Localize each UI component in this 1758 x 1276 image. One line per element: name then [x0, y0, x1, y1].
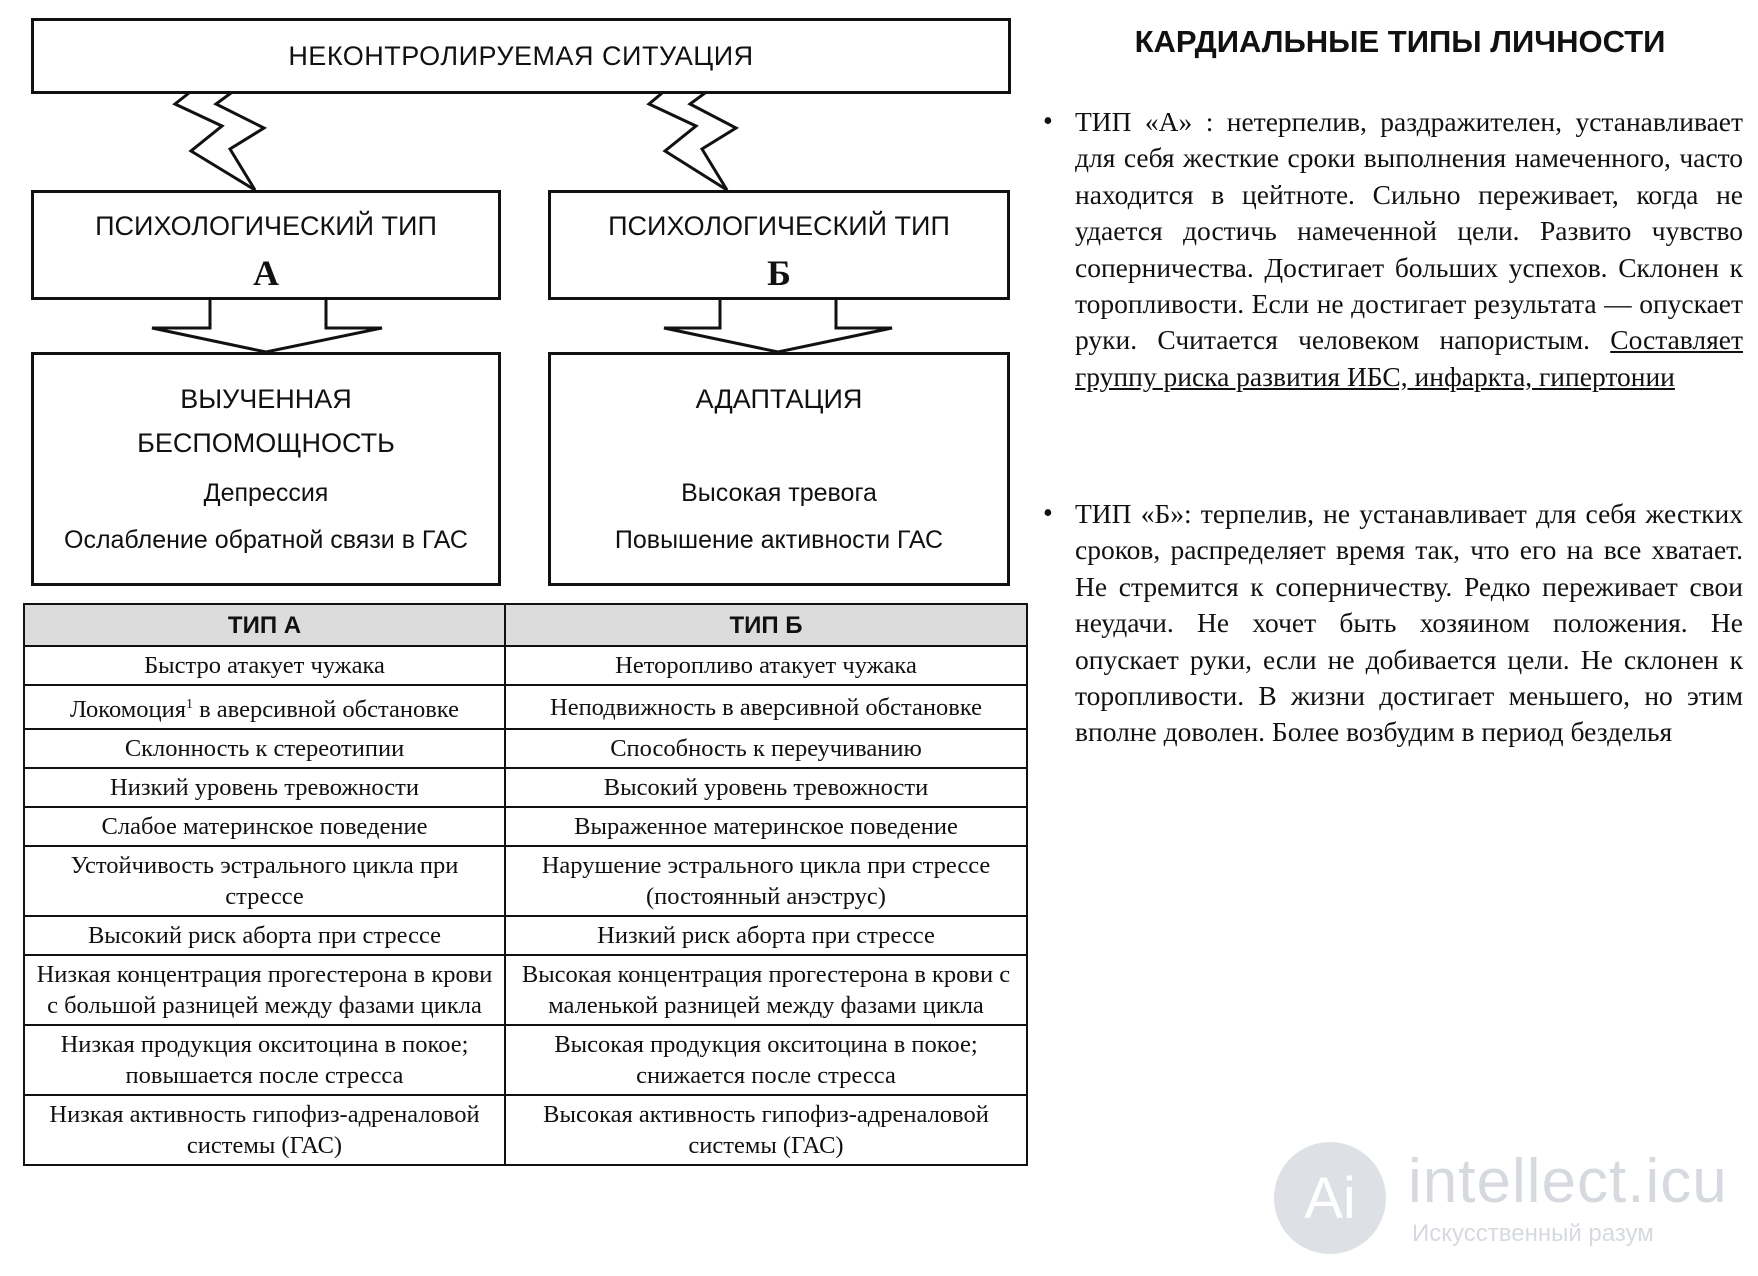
psych-type-b-box: [548, 190, 1010, 300]
type-a-text: ТИП «А» : нетерпелив, раздражителен, устанавливает для себя жесткие сроки выполнения намеченного, часто находится в цейтноте. Сильно переживает, когда не удается достичь намеченной цели. Развито чувство соперничества. Достигает больших успехов. Склонен к торопливости. Если не достигает результата — опускает руки. Считается человеком напористым.: [1075, 106, 1743, 356]
type-b-description: ТИП «Б»: терпелив, не устанавливает для себя жестких сроков, распределяет время так, что его на все хватает. Не стремится к соперничеству. Редко переживает свои неудачи. Не хочет быть хозяином положения. Не опускает руки, если не добивается цели. Не склонен к торопливости. В жизни достигает меньшего, но этим вполне доволен. Более возбудим в период безделья: [1075, 498, 1743, 748]
type-a-bullet: [1043, 104, 1743, 395]
table-cell: Низкая продукция окситоцина в покое; повышается после стресса: [24, 1025, 505, 1095]
table-cell: Низкий риск аборта при стрессе: [505, 916, 1027, 955]
table-cell: Способность к переучиванию: [505, 729, 1027, 768]
watermark-logo-icon: [1270, 1138, 1390, 1258]
table-cell: Высокая продукция окситоцина в покое; снижается после стресса: [505, 1025, 1027, 1095]
table-cell: Высокая концентрация прогестерона в крови с маленькой разницей между фазами цикла: [505, 955, 1027, 1025]
psych-type-b-label: ПСИХОЛОГИЧЕСКИЙ ТИП: [608, 211, 950, 241]
table-cell: Высокий уровень тревожности: [505, 768, 1027, 807]
table-cell: Низкий уровень тревожности: [24, 768, 505, 807]
bullet-icon: •: [1043, 498, 1053, 529]
table-row: [24, 916, 1027, 955]
cardiac-personality-types-title: КАРДИАЛЬНЫЕ ТИПЫ ЛИЧНОСТИ: [1134, 24, 1666, 59]
table-row: [24, 807, 1027, 846]
locomotion-rest: в аверсивной обстановке: [192, 696, 459, 724]
watermark-subtitle: Искусственный разум: [1412, 1220, 1654, 1247]
table-row: [24, 1025, 1027, 1095]
learned-helplessness-title-1: ВЫУЧЕННАЯ: [180, 384, 352, 414]
table-cell: Склонность к стереотипии: [24, 729, 505, 768]
psych-type-a-box: [31, 190, 501, 300]
type-a-description: [1075, 104, 1743, 395]
watermark-text: intellect.icu: [1408, 1147, 1728, 1216]
type-comparison-table: [23, 603, 1028, 1166]
table-cell: Выраженное материнское поведение: [505, 807, 1027, 846]
activity-increase-label: Повышение активности ГАС: [614, 526, 944, 554]
footnote-marker: 1: [185, 697, 193, 712]
uncontrolled-situation-label: НЕКОНТРОЛИРУЕМАЯ СИТУАЦИЯ: [288, 41, 754, 71]
adaptation-title: АДАПТАЦИЯ: [695, 384, 863, 414]
learned-helplessness-box: [31, 352, 501, 586]
psych-type-a-letter: А: [253, 253, 279, 293]
table-cell: Слабое материнское поведение: [24, 807, 505, 846]
table-row: [24, 646, 1027, 685]
table-cell: Неподвижность в аверсивной обстановке: [505, 685, 1027, 729]
table-cell: Высокая активность гипофиз-адреналовой системы (ГАС): [505, 1095, 1027, 1165]
table-row: [24, 729, 1027, 768]
adaptation-box: [548, 352, 1010, 586]
table-cell: Низкая активность гипофиз-адреналовой системы (ГАС): [24, 1095, 505, 1165]
table-cell: Быстро атакует чужака: [24, 646, 505, 685]
bullet-icon: •: [1043, 106, 1053, 137]
lightning-bolt-icon-left: [175, 78, 264, 190]
lightning-bolt-icon-right: [649, 78, 736, 190]
table-header-row: [24, 604, 1027, 646]
table-row: [24, 846, 1027, 916]
type-a-risk-text: Составляет группу риска развития ИБС, инфаркта, гипертонии: [1075, 324, 1743, 392]
table-row: [24, 685, 1027, 729]
table-cell: Высокий риск аборта при стрессе: [24, 916, 505, 955]
column-header-type-b: ТИП Б: [505, 604, 1027, 646]
table-cell: Нарушение эстрального цикла при стрессе (постоянный анэструс): [505, 846, 1027, 916]
table-cell: Устойчивость эстрального цикла при стрессе: [24, 846, 505, 916]
type-b-bullet: [1043, 496, 1743, 751]
high-anxiety-label: Высокая тревога: [681, 479, 877, 507]
column-header-type-a: ТИП А: [24, 604, 505, 646]
table-row: [24, 1095, 1027, 1165]
locomotion-term: Локомоция: [70, 696, 186, 724]
psych-type-b-letter: Б: [767, 253, 791, 293]
table-cell: Неторопливо атакует чужака: [505, 646, 1027, 685]
watermark: [1270, 1138, 1750, 1258]
table-cell: [24, 685, 505, 729]
down-arrow-icon-left: [152, 298, 382, 352]
depression-label: Депрессия: [203, 479, 329, 507]
table-cell: Низкая концентрация прогестерона в крови с большой разницей между фазами цикла: [24, 955, 505, 1025]
table-row: [24, 768, 1027, 807]
down-arrow-icon-right: [664, 298, 892, 352]
uncontrolled-situation-box: [31, 18, 1011, 94]
psych-type-a-label: ПСИХОЛОГИЧЕСКИЙ ТИП: [95, 211, 437, 241]
watermark-logo-mark: Ai: [1304, 1166, 1356, 1231]
feedback-weakening-label: Ослабление обратной связи в ГАС: [64, 526, 468, 554]
learned-helplessness-title-2: БЕСПОМОЩНОСТЬ: [137, 428, 395, 458]
table-row: [24, 955, 1027, 1025]
